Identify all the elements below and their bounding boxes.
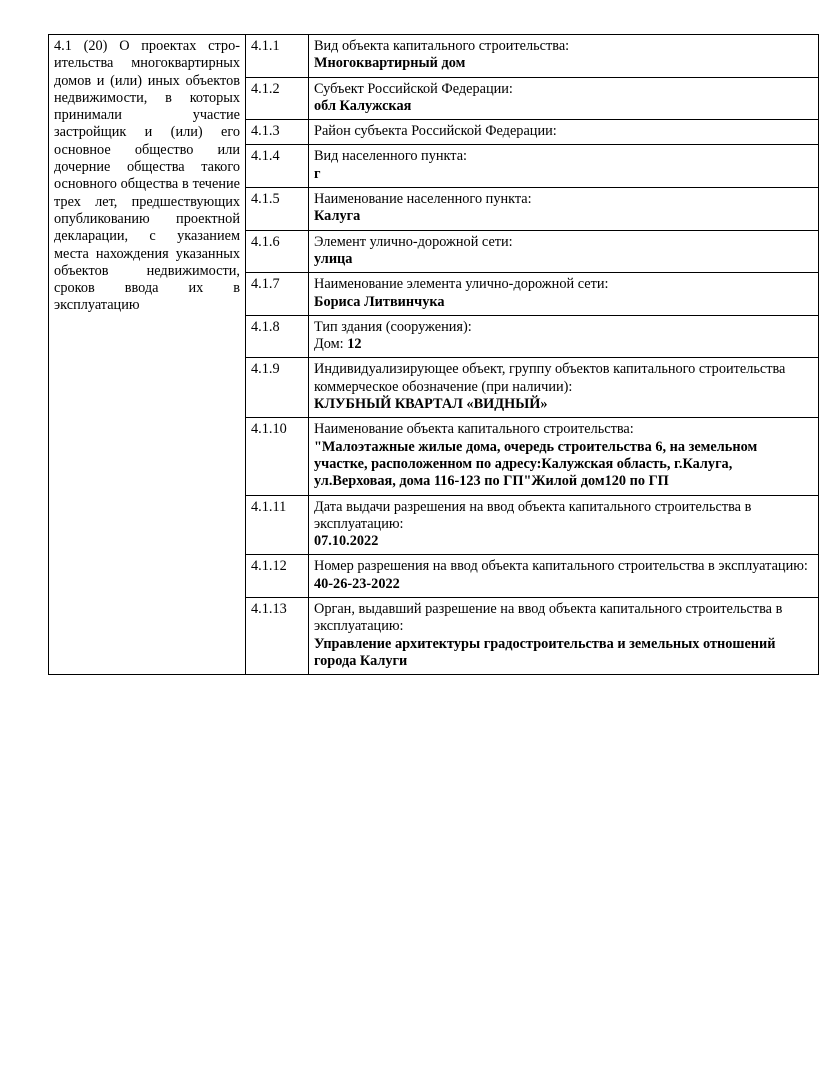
- table-row: [49, 35, 819, 78]
- row-number: 4.1.10: [246, 418, 309, 495]
- row-content: [309, 145, 819, 188]
- row-number: 4.1.5: [246, 188, 309, 231]
- row-label: Индивидуализирующее объект, группу объектов капитального строительства коммерческое обозначение (при наличии):: [314, 361, 786, 395]
- row-value: "Малоэтажные жилые дома, очередь строительства 6, на земельном участке, расположенном по адресу:Калужская область, г.Калуга, ул.Верховая, дома 116-123 по ГП"Жилой дом120 по ГП: [314, 438, 758, 490]
- row-content: [309, 598, 819, 675]
- row-label: Наименование объекта капитального строительства:: [314, 421, 634, 438]
- row-value: обл Калужская: [314, 97, 412, 114]
- row-content: [309, 35, 819, 78]
- row-number: 4.1.1: [246, 35, 309, 78]
- row-value-bold: 12: [347, 336, 362, 353]
- row-value: Управление архитектуры градостроительства и земельных отношений города Калуги: [314, 635, 776, 669]
- row-content: [309, 555, 819, 598]
- row-number: 4.1.4: [246, 145, 309, 188]
- row-number: 4.1.3: [246, 120, 309, 145]
- row-content: [309, 188, 819, 231]
- row-value: [314, 336, 813, 353]
- row-value: КЛУБНЫЙ КВАРТАЛ «ВИДНЫЙ»: [314, 396, 548, 413]
- row-content: [309, 77, 819, 120]
- row-label: Субъект Российской Федерации:: [314, 80, 513, 97]
- row-label: Дата выдачи разрешения на ввод объекта капитального строительства в эксплуатацию:: [314, 498, 752, 532]
- row-content: [309, 418, 819, 495]
- row-number: 4.1.11: [246, 495, 309, 555]
- row-content: [309, 120, 819, 145]
- row-value: Калуга: [314, 208, 361, 225]
- row-label: Наименование населенного пункта:: [314, 191, 532, 208]
- row-label: Тип здания (сооружения):: [314, 318, 472, 335]
- row-label: Орган, выдавший разрешение на ввод объекта капитального строительства в эксплуатацию:: [314, 601, 783, 635]
- row-value: Бориса Литвинчука: [314, 293, 445, 310]
- row-value: 07.10.2022: [314, 533, 379, 550]
- row-number: 4.1.2: [246, 77, 309, 120]
- row-number: 4.1.8: [246, 315, 309, 358]
- row-number: 4.1.6: [246, 230, 309, 273]
- row-content: [309, 315, 819, 358]
- row-label: Наименование элемента улично-дорожной сети:: [314, 276, 609, 293]
- row-number: 4.1.7: [246, 273, 309, 316]
- row-value-prefix: Дом:: [314, 336, 348, 353]
- row-number: 4.1.12: [246, 555, 309, 598]
- row-content: [309, 273, 819, 316]
- row-value: Многоквартирный дом: [314, 55, 466, 72]
- row-value: 40-26-23-2022: [314, 575, 400, 592]
- row-value: улица: [314, 250, 353, 267]
- row-value: г: [314, 165, 321, 182]
- row-label: Номер разрешения на ввод объекта капитального строительства в эксплуатацию:: [314, 558, 808, 575]
- section-description-cell: 4.1 (20) О проектах строительства многоквартирных домов и (или) иных объектов недвижимости, в которых принимали участие застройщик и (или) его основное общество или дочерние общества такого основного общества в течение трех лет, предшествующих опубликованию проектной декларации, с указанием места нахождения указанных объектов недвижимости, сроков ввода их в эксплуатацию: [49, 35, 246, 675]
- row-number: 4.1.13: [246, 598, 309, 675]
- row-number: 4.1.9: [246, 358, 309, 418]
- declaration-table: [48, 34, 819, 675]
- row-label: Вид объекта капитального строительства:: [314, 38, 570, 54]
- table-body: [49, 35, 819, 675]
- row-content: [309, 358, 819, 418]
- row-label: Вид населенного пункта:: [314, 148, 468, 165]
- row-label: Район субъекта Российской Федерации:: [314, 123, 557, 140]
- row-label: Элемент улично-дорожной сети:: [314, 233, 513, 250]
- row-content: [309, 230, 819, 273]
- row-content: [309, 495, 819, 555]
